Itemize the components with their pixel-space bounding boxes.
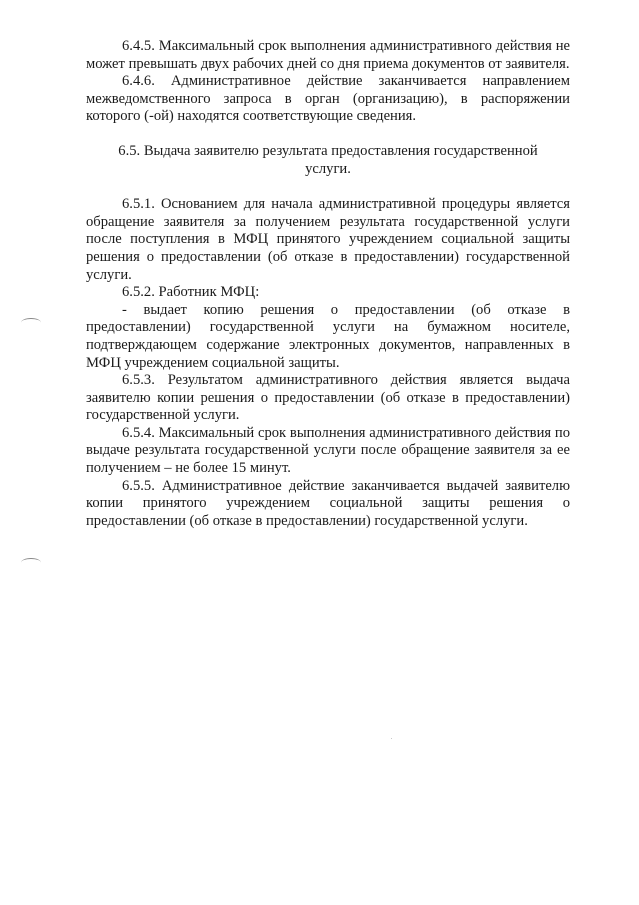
document-page <box>86 38 570 530</box>
paragraph-6-5-4: 6.5.4. Максимальный срок выполнения административного действия по выдаче результата государственной услуги после обращение заявителя за ее получением – не более 15 минут. <box>86 424 570 477</box>
paragraph-6-5-5: 6.5.5. Административное действие заканчивается выдачей заявителю копии принятого учреждением социальной защиты решения о предоставлении (об отказе в предоставлении) государственной услуги. <box>86 477 570 529</box>
paragraph-6-5-3: 6.5.3. Результатом административного действия является выдача заявителю копии решения о предоставлении (об отказе в предоставлении) государственной услуги. <box>86 372 570 424</box>
section-heading: 6.5. Выдача заявителю результата предоставления государственной услуги. <box>118 142 538 177</box>
paragraph-6-5-1: 6.5.1. Основанием для начала административной процедуры является обращение заявителя за получением результата государственной услуги после поступления в МФЦ принятого учреждением социальной защиты решения о предоставлении (об отказе в предоставлении) государственной услуги. <box>86 196 570 283</box>
paragraph-6-5-2: 6.5.2. Работник МФЦ: <box>122 284 260 301</box>
paragraph-6-4-5: 6.4.5. Максимальный срок выполнения административного действия не может превышать двух рабочих дней со дня приема документов от заявителя. <box>86 38 570 72</box>
binding-hole-mark <box>21 558 41 567</box>
scan-speck <box>391 738 392 739</box>
paragraph-6-5-2-item: - выдает копию решения о предоставлении (об отказе в предоставлении) государственной услуги на бумажном носителе, подтверждающем содержание электронных документов, направленных в МФЦ учреждением социальной защиты. <box>86 301 570 371</box>
binding-hole-mark <box>21 318 41 327</box>
paragraph-6-4-6: 6.4.6. Административное действие заканчивается направлением межведомственного запроса в орган (организацию), в распоряжении которого (-ой) находятся соответствующие сведения. <box>86 73 570 125</box>
